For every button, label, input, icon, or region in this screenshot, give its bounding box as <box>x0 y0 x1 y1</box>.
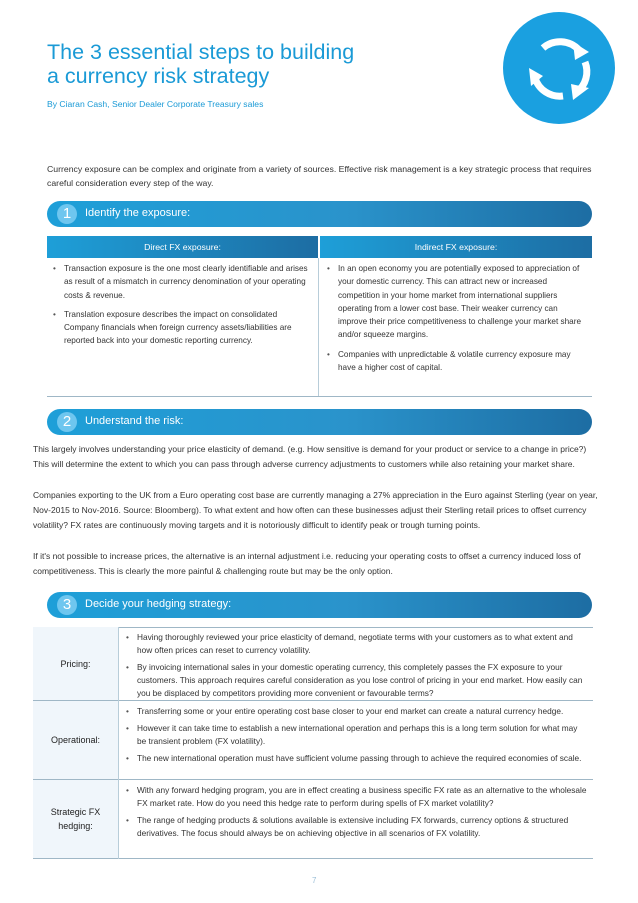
step-3-label: Decide your hedging strategy: <box>85 598 232 610</box>
table-row <box>33 780 593 859</box>
table-row <box>33 701 593 780</box>
list-item: • With any forward hedging program, you are in effect creating a business specific FX rate as an alternative to the wholesale FX market rate. How do you need this hedge rate to perform during spells of FX market volatility? <box>124 784 587 810</box>
indirect-fx-header: Indirect FX exposure: <box>320 236 592 258</box>
step-2-number: 2 <box>57 412 77 432</box>
step-2-header <box>47 409 592 435</box>
list-item: • By invoicing international sales in your domestic operating currency, this completely passes the FX exposure to your customers. This approach requires careful consideration as you lose control of pricing in your end market. How easily can you be displaced by competitors providing more convenient or favourable terms? <box>124 661 587 700</box>
page-number: 7 <box>312 876 317 885</box>
list-item: • The new international operation must have sufficient volume passing through to achieve the required economies of scale. <box>124 752 587 765</box>
exposure-table <box>47 236 592 397</box>
list-item: • In an open economy you are potentially exposed to appreciation of your domestic currency. This can attract new or increased competition in your home market from international suppliers operating from a lower cost base. Their weaker currency can improve their price competitiveness to challenge your market share and/or squeeze margins. <box>325 262 585 342</box>
step-1-number: 1 <box>57 204 77 224</box>
list-item: • The range of hedging products & solutions available is extensive including FX forwards, currency options & structured derivatives. The focus should always be on achieving objective in all scenarios of FX volatility. <box>124 814 587 840</box>
step-1-label: Identify the exposure: <box>85 207 191 219</box>
direct-fx-header: Direct FX exposure: <box>47 236 318 258</box>
indirect-fx-column <box>323 258 589 380</box>
list-item: • Translation exposure describes the impact on consolidated Company financials when foreign currency assets/liabilities are reported back into your domestic reporting currency. <box>51 308 311 348</box>
list-item: • Having thoroughly reviewed your price elasticity of demand, negotiate terms with your customers as to what extent and how often prices can reset to currency volatility. <box>124 631 587 657</box>
direct-fx-column <box>47 258 315 354</box>
step-2-label: Understand the risk: <box>85 415 184 427</box>
refresh-cycle-icon <box>503 12 615 124</box>
risk-paragraph-1: This largely involves understanding your price elasticity of demand. (e.g. How sensitive is demand for your product or service to a change in price?) This will determine the extent to which you can pass through adverse currency adjustments to customers while also retaining your market share. <box>33 444 587 470</box>
step-1-header <box>47 201 592 227</box>
list-item: • Transaction exposure is the one most clearly identifiable and arises as result of a mismatch in currency denomination of your operating costs & revenue. <box>51 262 311 302</box>
list-item: • Companies with unpredictable & volatile currency exposure may have a higher cost of capital. <box>325 348 585 375</box>
page-title <box>47 40 467 88</box>
row-content-strategic-fx-hedging <box>118 780 593 844</box>
refresh-cycle-badge <box>503 12 615 124</box>
risk-paragraph-3: If it's not possible to increase prices, the alternative is an internal adjustment i.e. reducing your operating costs to offset a currency induced loss of competitiveness. This is clearly the more painful & challenging route but may be the only option. <box>33 551 581 577</box>
table-bottom-rule <box>47 396 592 397</box>
table-row <box>33 627 593 701</box>
intro-paragraph: Currency exposure can be complex and originate from a variety of sources. Effective risk management is a key strategic process that requires careful consideration every step of the way. <box>47 164 592 188</box>
byline: By Ciaran Cash, Senior Dealer Corporate Treasury sales <box>47 99 264 109</box>
list-item: • Transferring some or your entire operating cost base closer to your end market can create a natural currency hedge. <box>124 705 587 718</box>
row-content-operational <box>118 701 593 769</box>
label-divider <box>118 627 119 859</box>
row-label-pricing: Pricing: <box>33 627 118 700</box>
step-3-number: 3 <box>57 595 77 615</box>
row-label-operational: Operational: <box>33 701 118 779</box>
row-content-pricing <box>118 627 593 704</box>
column-divider <box>318 258 319 397</box>
title-line-2: a currency risk strategy <box>47 64 270 88</box>
row-label-strategic-fx-hedging: Strategic FX hedging: <box>33 780 118 858</box>
step-3-header <box>47 592 592 618</box>
exposure-table-header <box>47 236 592 258</box>
list-item: • However it can take time to establish a new international operation and perhaps this is a long term solution for what may be transient problem (FX volatility). <box>124 722 587 748</box>
title-line-1: The 3 essential steps to building <box>47 40 355 64</box>
risk-paragraph-2: Companies exporting to the UK from a Euro operating cost base are currently managing a 27% appreciation in the Euro against Sterling (year on year, Nov-2015 to Nov-2016. Source: Bloomberg). To what extent and how often can these businesses adjust their Sterling retail prices to offset currency volatility? FX rates are continuously moving targets and it is notoriously difficult to identify peak or trough turning points. <box>33 490 598 531</box>
